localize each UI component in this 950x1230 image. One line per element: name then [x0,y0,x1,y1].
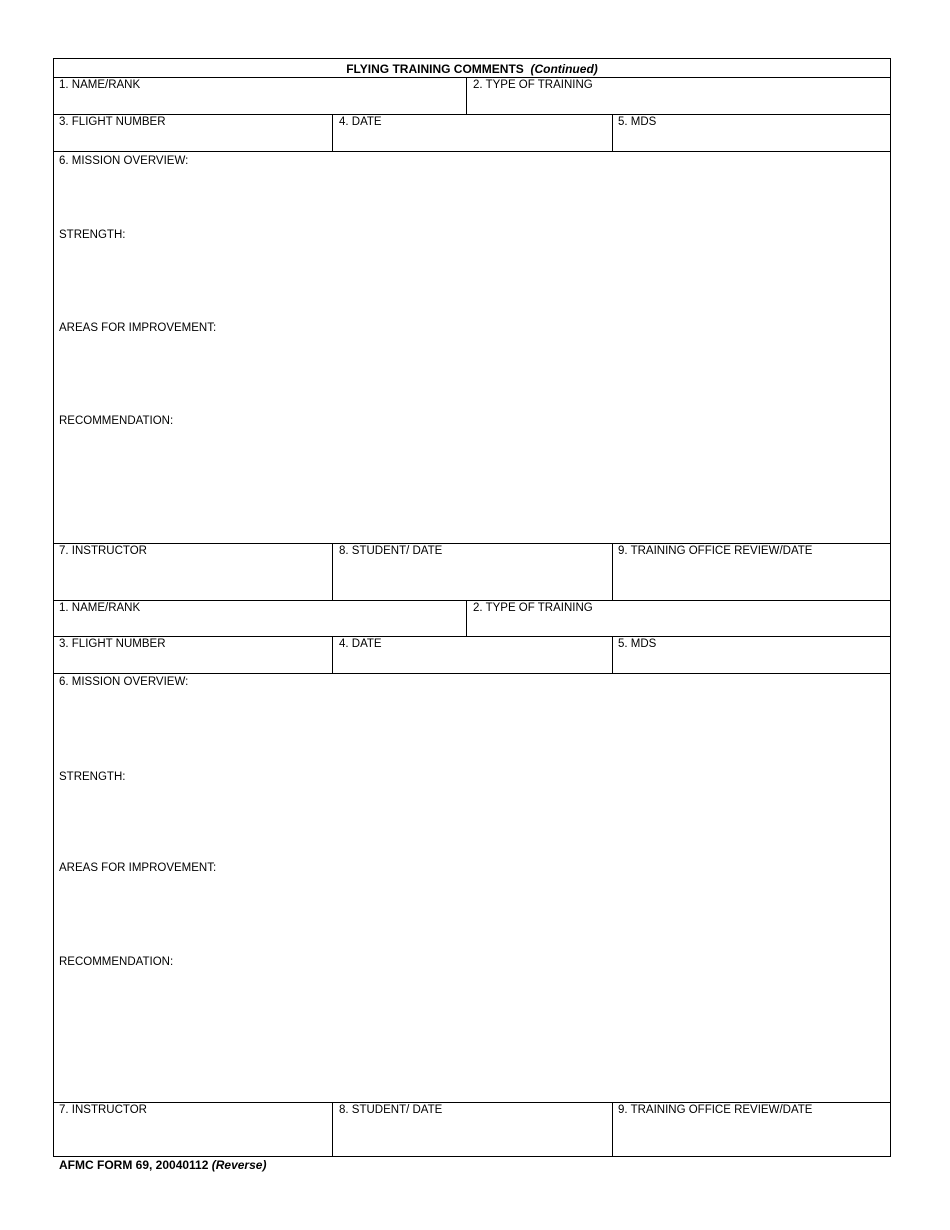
areas-for-improvement-label: AREAS FOR IMPROVEMENT: [59,862,217,874]
date-field-2[interactable] [333,636,612,673]
flight-number-field-1[interactable] [54,114,332,151]
instructor-field-1[interactable] [54,543,332,600]
type-of-training-field-2[interactable] [467,600,890,636]
type-of-training-label: 2. TYPE OF TRAINING [473,79,593,91]
strength-label: STRENGTH: [59,771,126,783]
flight-number-field-2[interactable] [54,636,332,673]
recommendation-label: RECOMMENDATION: [59,956,174,968]
mission-overview-area-1[interactable] [54,151,890,543]
date-field-1[interactable] [333,114,612,151]
student-date-field-1[interactable] [333,543,612,600]
strength-label: STRENGTH: [59,229,126,241]
name-rank-label: 1. NAME/RANK [59,79,141,91]
form-id: AFMC FORM 69, 20040112 [59,1158,209,1172]
form-title [54,62,890,76]
mission-overview-area-2[interactable] [54,673,890,1102]
training-office-review-label: 9. TRAINING OFFICE REVIEW/DATE [618,1104,813,1116]
instructor-field-2[interactable] [54,1102,332,1156]
student-date-field-2[interactable] [333,1102,612,1156]
training-office-review-field-1[interactable] [613,543,890,600]
type-of-training-field-1[interactable] [467,77,890,114]
date-label: 4. DATE [339,638,382,650]
mds-label: 5. MDS [618,116,657,128]
areas-for-improvement-label: AREAS FOR IMPROVEMENT: [59,322,217,334]
date-label: 4. DATE [339,116,382,128]
flying-training-comments-form [53,58,891,1157]
student-date-label: 8. STUDENT/ DATE [339,545,443,557]
instructor-label: 7. INSTRUCTOR [59,545,147,557]
recommendation-label: RECOMMENDATION: [59,415,174,427]
form-side: (Reverse) [211,1158,267,1172]
mds-field-1[interactable] [613,114,890,151]
training-office-review-field-2[interactable] [613,1102,890,1156]
instructor-label: 7. INSTRUCTOR [59,1104,147,1116]
student-date-label: 8. STUDENT/ DATE [339,1104,443,1116]
mds-field-2[interactable] [613,636,890,673]
mission-overview-label: 6. MISSION OVERVIEW: [59,155,189,167]
flight-number-label: 3. FLIGHT NUMBER [59,116,166,128]
type-of-training-label: 2. TYPE OF TRAINING [473,602,593,614]
name-rank-field-1[interactable] [54,77,466,114]
training-office-review-label: 9. TRAINING OFFICE REVIEW/DATE [618,545,813,557]
form-footer [59,1158,266,1172]
name-rank-field-2[interactable] [54,600,466,636]
mds-label: 5. MDS [618,638,657,650]
name-rank-label: 1. NAME/RANK [59,602,141,614]
mission-overview-label: 6. MISSION OVERVIEW: [59,676,189,688]
form-title-main: FLYING TRAINING COMMENTS [346,62,524,76]
form-title-sub: (Continued) [530,62,598,76]
flight-number-label: 3. FLIGHT NUMBER [59,638,166,650]
